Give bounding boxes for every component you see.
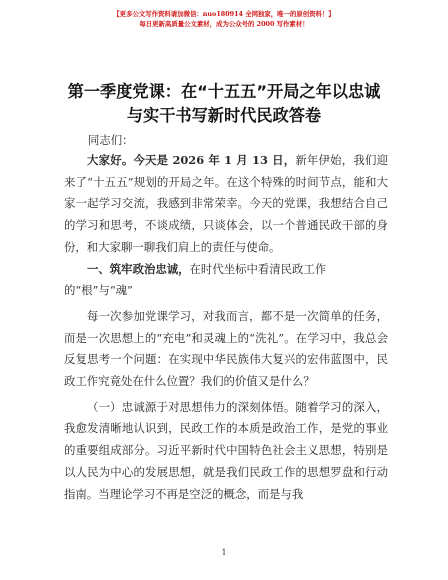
intro-paragraph — [64, 150, 388, 259]
document-title — [0, 80, 448, 128]
section-heading-1-rest: 在时代坐标中看清民政工作的“根”与“魂” — [64, 261, 327, 298]
page-number: 1 — [221, 548, 227, 557]
intro-bold-lead: 大家好。今天是 2026 年 1 月 13 日， — [87, 153, 296, 167]
promo-banner-line-1: 【更多公文写作资料请加微信：nuo180914 全网独家，唯一的原创资料！】 — [113, 10, 335, 18]
document-title-line-2: 与实干书写新时代民政答卷 — [126, 106, 322, 125]
paragraph-2: 每一次参加党课学习，对我而言，都不是一次简单的任务，而是一次思想上的“充电”和灵魂上的“洗礼”。在学习中，我总会反复思考一个问题：在实现中华民族伟大复兴的宏伟蓝图中，民政工作究竟处在什么位置？我们的价值又是什么？ — [64, 308, 388, 389]
greeting: 同志们： — [88, 133, 134, 147]
section-heading-1 — [64, 259, 388, 302]
promo-banner — [0, 9, 448, 29]
document-body — [64, 150, 388, 505]
paragraph-3: （一）忠诚源于对思想伟力的深刻体悟。随着学习的深入，我愈发清晰地认识到，民政工作的本质是政治工作，是党的事业的重要组成部分。习近平新时代中国特色社会主义思想，特别是以人民为中心的发展思想，就是我们民政工作的思想罗盘和行动指南。当理论学习不再是空泛的概念，而是与我 — [64, 399, 388, 501]
section-heading-1-lead: 一、筑牢政治忠诚， — [87, 261, 190, 276]
intro-rest: 新年伊始，我们迎来了“十五五”规划的开局之年。在这个特殊的时间节点，能和大家一起学习交流，我感到非常荣幸。今天的党课，我想结合自己的学习和思考，不谈成绩，只谈体会，以一个普通民政干部的身份，和大家聊一聊我们肩上的责任与使命。 — [64, 153, 388, 254]
document-title-line-1: 第一季度党课：在“十五五”开局之年以忠诚 — [67, 82, 381, 101]
promo-banner-line-2: 每日更新高质量公文素材，成为公众号的 2000 写作素材！ — [139, 20, 309, 28]
